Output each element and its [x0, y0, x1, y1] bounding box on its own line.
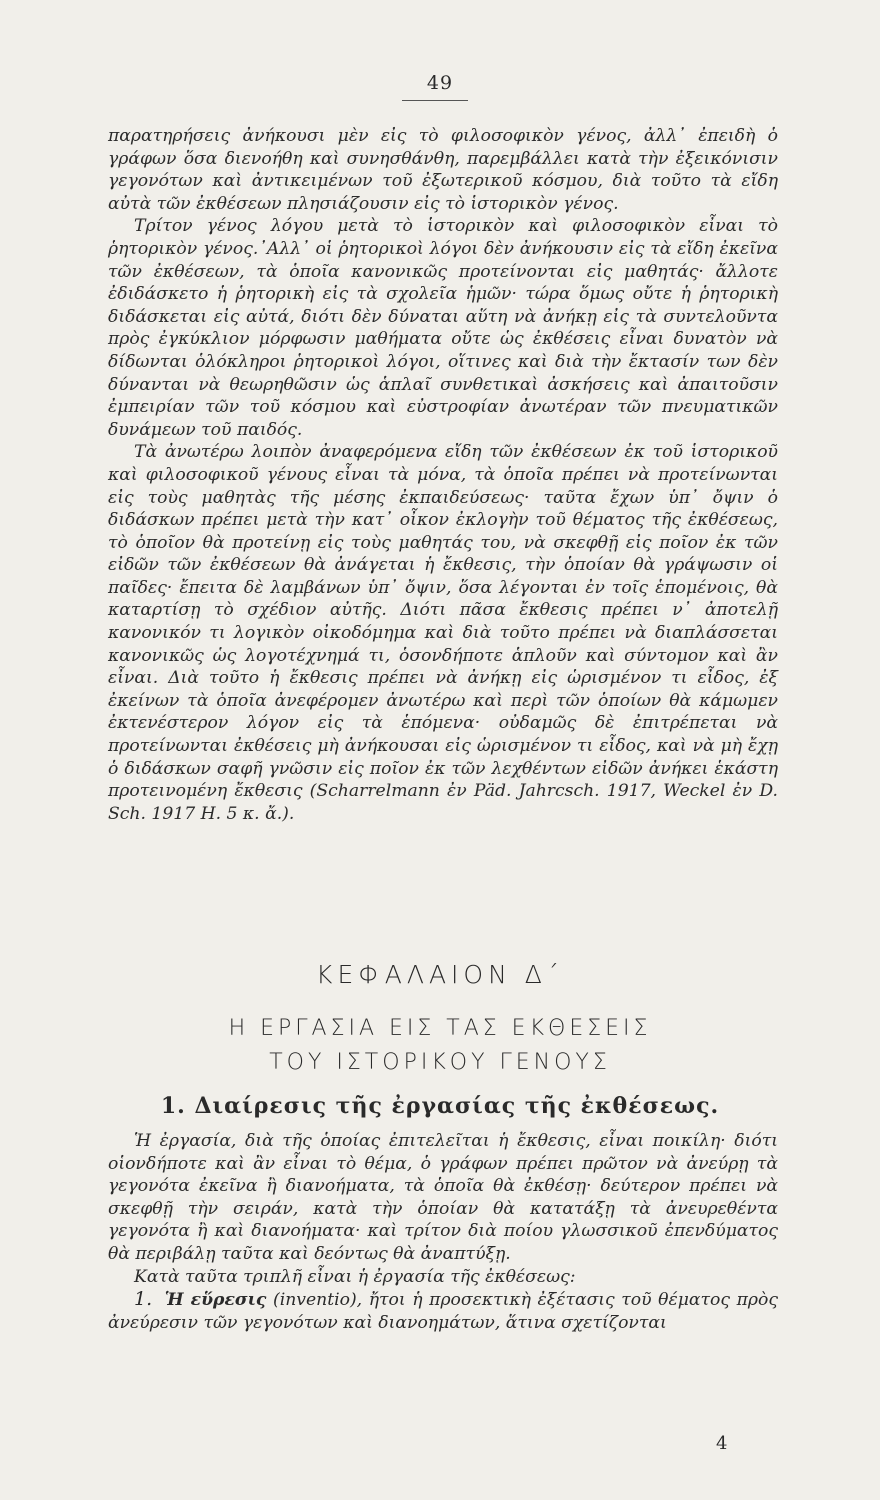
chapter-subtitle-line-2: ΤΟΥ ΙΣΤΟΡΙΚΟΥ ΓΕΝΟΥΣ [269, 1050, 611, 1075]
paragraph-3: Τὰ ἀνωτέρω λοιπὸν ἀναφερόμενα εἴδη τῶν ἐκθέσεων ἐκ τοῦ ἱστορικοῦ καὶ φιλοσοφικοῦ γένους εἶναι τὰ μόνα, τὰ ὁποῖα πρέπει νὰ προτείνωνται εἰς τοὺς μαθητὰς τῆς μέσης ἐκπαιδεύσεως· ταῦτα ἔχων ὑπ᾽ ὄψιν ὁ διδάσκων πρέπει μετὰ τὴν κατ᾽ οἶκον ἐκλογὴν τοῦ θέματος τῆς ἐκθέσεως, τὸ ὁποῖον θὰ προτείνῃ εἰς τοὺς μαθητάς του, νὰ σκεφθῇ εἰς ποῖον ἐκ τῶν εἰδῶν τῶν ἐκθέσεων θὰ ἀνάγεται ἡ ἔκθεσις, τὴν ὁποίαν θὰ γράψωσιν οἱ παῖδες· ἔπειτα δὲ λαμβάνων ὑπ᾽ ὄψιν, ὅσα λέγονται ἐν τοῖς ἑπομένοις, θὰ καταρτίσῃ τὸ σχέδιον αὐτῆς. Διότι πᾶσα ἔκθεσις πρέπει ν᾽ ἀποτελῇ κανονικόν τι λογικὸν οἰκοδόμημα καὶ διὰ τοῦτο πρέπει νὰ διαπλάσσεται κανονικῶς ὡς λογοτέχνημά τι, ὁσονδήποτε ἁπλοῦν καὶ σύντομον καὶ ἂν εἶναι. Διὰ τοῦτο ἡ ἔκθεσις πρέπει νὰ ἀνήκῃ εἰς ὡρισμένον τι εἶδος, ἐξ ἐκείνων τὰ ὁποῖα ἀνεφέρομεν ἀνωτέρω καὶ περὶ τῶν ὁποίων θὰ κάμωμεν ἐκτενέστερον λόγον εἰς τὰ ἑπόμενα· οὐδαμῶς δὲ ἐπιτρέπεται νὰ προτείνωνται ἐκθέσεις μὴ ἀνήκουσαι εἰς ὡρισμένον τι εἶδος, καὶ νὰ μὴ ἔχῃ ὁ διδάσκων σαφῆ γνῶσιν εἰς ποῖον ἐκ τῶν λεχθέντων εἰδῶν ἀνήκει ἑκάστη προτεινομένη ἔκθεσις (Scharrelmann ἐν Päd. Jahrcsch. 1917, Weckel ἐν D. Sch. 1917 H. 5 κ. ἄ.). [108, 442, 778, 824]
list-item-number: 1. [134, 1288, 153, 1311]
section-paragraph-1: Ἡ ἐργασία, διὰ τῆς ὁποίας ἐπιτελεῖται ἡ ἔκθεσις, εἶναι ποικίλη· διότι οἱονδήποτε καὶ ἂν εἶναι τὸ θέμα, ὁ γράφων πρέπει πρῶτον νὰ ἀνεύρῃ τὰ γεγονότα ἐκεῖνα ἢ διανοήματα, τὰ ὁποῖα θὰ ἐκθέσῃ· δεύτερον πρέπει νὰ σκεφθῇ τὴν σειράν, κατὰ τὴν ὁποίαν θὰ κατατάξῃ τὰ ἀνευρεθέντα γεγονότα ἢ καὶ διανοήματα· καὶ τρίτον διὰ ποίου γλωσσικοῦ ἐπενδύματος θὰ περιβάλῃ ταῦτα καὶ δεόντως θὰ ἀναπτύξῃ. [108, 1131, 778, 1264]
page-number: 49 [426, 72, 454, 94]
paragraph-2: Τρίτον γένος λόγου μετὰ τὸ ἱστορικὸν καὶ φιλοσοφικὸν εἶναι τὸ ῥητορικὸν γένος.᾽Αλλ᾽ οἱ ῥητορικοὶ λόγοι δὲν ἀνήκουσιν εἰς τὰ εἴδη ἐκεῖνα τῶν ἐκθέσεων, τὰ ὁποῖα κανονικῶς προτείνονται εἰς μαθητάς· ἄλλοτε ἐδιδάσκετο ἡ ῥητορικὴ εἰς τὰ σχολεῖα ἡμῶν· τώρα ὅμως οὔτε ἡ ῥητορικὴ διδάσκεται εἰς αὐτά, διότι δὲν δύναται αὕτη νὰ ἀνήκῃ εἰς τὰ συντελοῦντα πρὸς ἐγκύκλιον μόρφωσιν μαθήματα οὔτε ὡς ἐκθέσεις εἶναι δυνατὸν νὰ δίδωνται ὁλόκληροι ῥητορικοὶ λόγοι, οἵτινες καὶ διὰ τὴν ἔκτασίν των δὲν δύνανται νὰ θεωρηθῶσιν ὡς ἁπλαῖ συνθετικαὶ ἀσκήσεις καὶ ἀπαιτοῦσιν ἐμπειρίαν τῶν τοῦ κόσμου καὶ εὐστροφίαν ἀνωτέραν τῶν πνευματικῶν δυνάμεων τοῦ παιδός. [108, 216, 778, 440]
paragraph-1: παρατηρήσεις ἀνήκουσι μὲν εἰς τὸ φιλοσοφικὸν γένος, ἀλλ᾽ ἐπειδὴ ὁ γράφων ὅσα διενοήθη καὶ συνησθάνθη, παρεμβάλλει κατὰ τὴν ἐξεικόνισιν γεγονότων καὶ ἀντικειμένων τοῦ ἐξωτερικοῦ κόσμου, διὰ τοῦτο τὰ εἴδη αὐτὰ τῶν ἐκθέσεων πλησιάζουσιν εἰς τὸ ἱστορικὸν γένος. [108, 126, 778, 214]
section-heading: 1. Διαίρεσις τῆς ἐργασίας τῆς ἐκθέσεως. [160, 1093, 720, 1119]
section-paragraph-2: Κατὰ ταῦτα τριπλῆ εἶναι ἡ ἐργασία τῆς ἐκθέσεως: [134, 1266, 576, 1287]
list-item-1 [108, 1288, 778, 1334]
list-item-term: Ἡ εὕρεσις [164, 1290, 267, 1311]
list-item-text: (inventio), ἤτοι ἡ προσεκτικὴ ἐξέτασις τοῦ θέματος πρὸς ἀνεύρεσιν τῶν γεγονότων καὶ διανοημάτων, ἅτινα σχετίζονται [108, 1290, 778, 1333]
section-text [108, 1130, 778, 1334]
chapter-subtitle [0, 1012, 880, 1080]
header-rule [402, 100, 468, 101]
body-text [108, 125, 778, 825]
signature-mark: 4 [716, 1433, 728, 1454]
chapter-subtitle-line-1: Η ΕΡΓΑΣΙΑ ΕΙΣ ΤΑΣ ΕΚΘΕΣΕΙΣ [228, 1016, 652, 1041]
chapter-heading: ΚΕΦΑΛΑΙΟΝ Δ΄ [316, 960, 564, 989]
